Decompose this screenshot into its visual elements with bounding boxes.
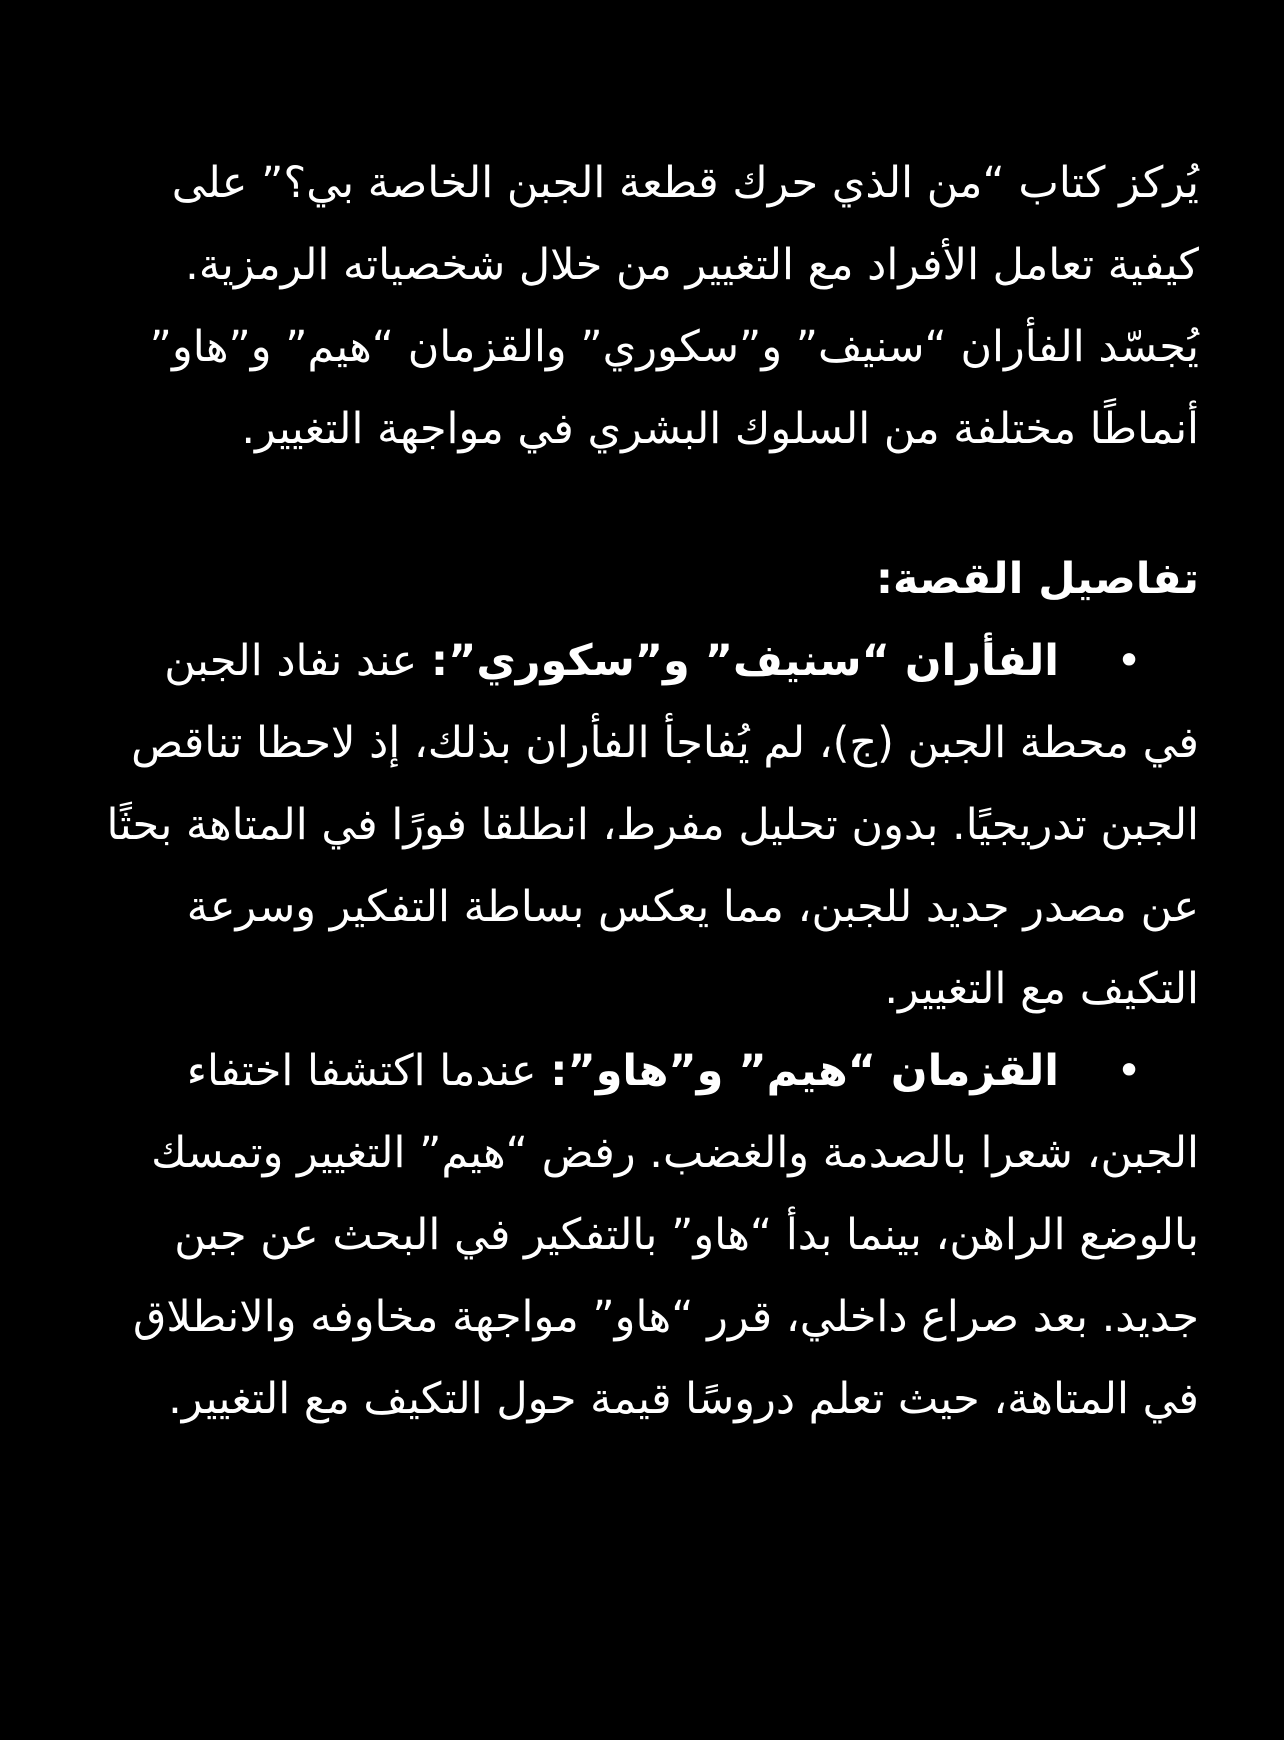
story-details-list — [95, 620, 1199, 1440]
list-item-text: عندما اكتشفا اختفاء الجبن، شعرا بالصدمة والغضب. رفض “هيم” التغيير وتمسك بالوضع الراهن، بينما بدأ “هاو” بالتفكير في البحث عن جبن جديد. بعد صراع داخلي، قرر “هاو” مواجهة مخاوفه والانطلاق في المتاهة، حيث تعلم دروسًا قيمة حول التكيف مع التغيير. — [132, 1046, 1199, 1424]
list-item-text: عند نفاد الجبن في محطة الجبن (ج)، لم يُفاجأ الفأران بذلك، إذ لاحظا تناقص الجبن تدريجيًا. بدون تحليل مفرط، انطلقا فورًا في المتاهة بحثًا عن مصدر جديد للجبن، مما يعكس بساطة التفكير وسرعة التكيف مع التغيير. — [106, 636, 1199, 1014]
section-heading: تفاصيل القصة: — [875, 554, 1199, 604]
list-item-title: القزمان “هيم” و”هاو”: — [550, 1046, 1059, 1096]
intro-paragraph: يُركز كتاب “من الذي حرك قطعة الجبن الخاصة بي؟” على كيفية تعامل الأفراد مع التغيير من خلال شخصياته الرمزية. يُجسّد الفأران “سنيف” و”سكوري” والقزمان “هيم” و”هاو” أنماطًا مختلفة من السلوك البشري في مواجهة التغيير. — [149, 158, 1199, 454]
bullet-icon: • — [1116, 636, 1142, 686]
bullet-icon: • — [1116, 1046, 1142, 1096]
list-item — [95, 620, 1199, 1030]
article-body — [95, 142, 1199, 1440]
list-item-title: الفأران “سنيف” و”سكوري”: — [430, 636, 1059, 686]
list-item — [95, 1030, 1199, 1440]
